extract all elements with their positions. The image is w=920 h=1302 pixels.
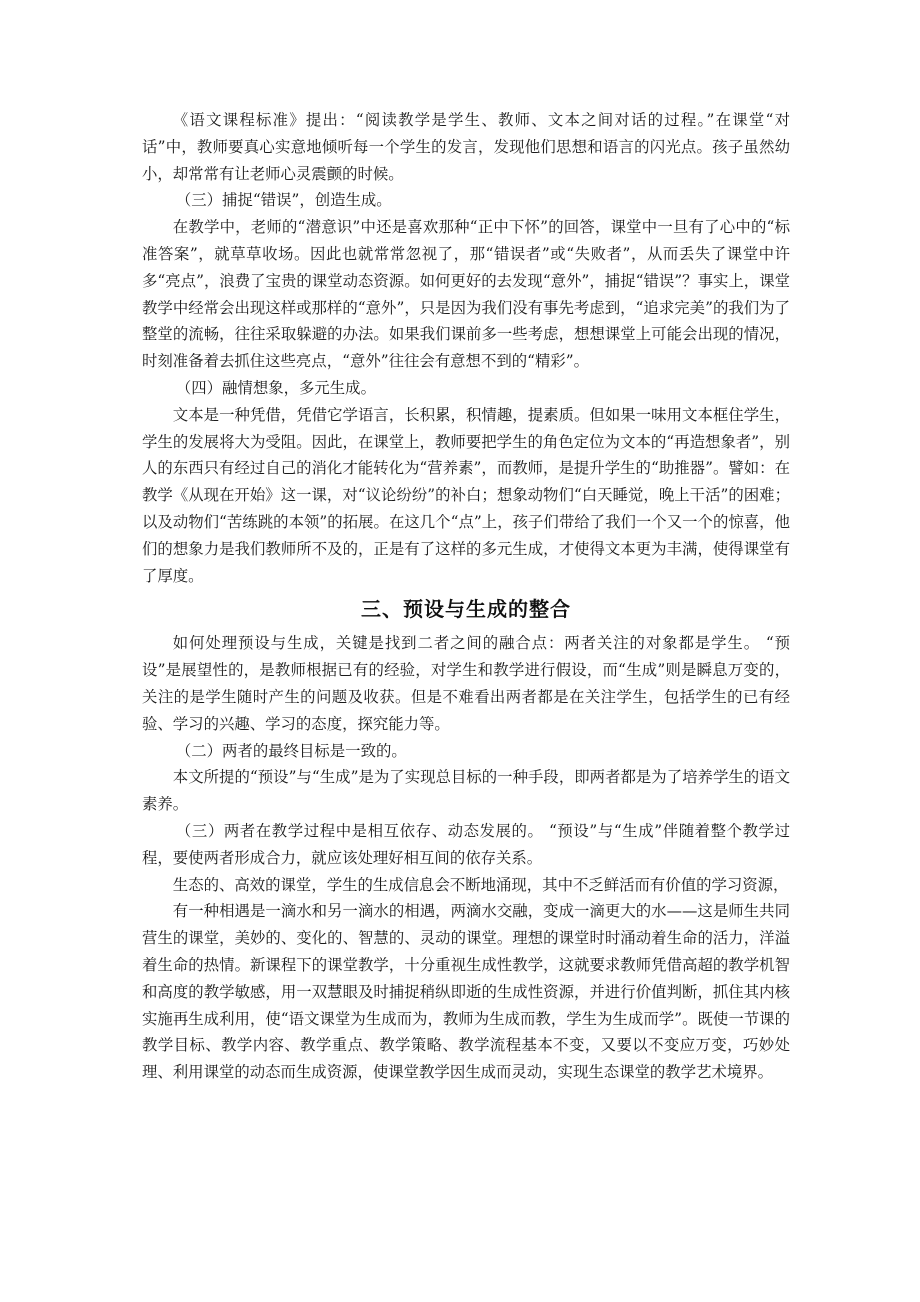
section-heading: 三、预设与生成的整合	[361, 597, 571, 622]
paragraph-integration: 如何处理预设与生成，关键是找到二者之间的融合点：两者关注的对象都是学生。 “预设”是展望性的，是教师根据已有的经验，对学生和教学进行假设，而“生成”则是瞬息万变的，关注的是学生随时产生的问题及收获。但是不难看出两者都是在关注学生，包括学生的已有经验、学习的兴趣、学习的态度，探究能力等。	[142, 634, 790, 733]
subheading-catch-errors: （三）捕捉“错误”，创造生成。	[175, 191, 392, 210]
paragraph-interdependence: （三）两者在教学过程中是相互依存、动态发展的。 “预设”与“生成”伴随着整个教学过程，要使两者形成合力，就应该处理好相互间的依存关系。	[142, 821, 790, 867]
paragraph-dialogue: 《语文课程标准》提出：“阅读教学是学生、教师、文本之间对话的过程。”在课堂“对话”中，教师要真心实意地倾听每一个学生的发言，发现他们思想和语言的闪光点。孩子虽然幼小，却常常有让老师心灵震颤的时候。	[142, 111, 790, 183]
paragraph-common-goal: 本文所提的“预设”与“生成”是为了实现总目标的一种手段，即两者都是为了培养学生的语文素养。	[142, 768, 790, 814]
subheading-common-goal: （二）两者的最终目标是一致的。	[175, 741, 407, 760]
subheading-imagination: （四）融情想象，多元生成。	[175, 378, 376, 397]
document-body	[142, 107, 790, 1086]
paragraph-ecological-class: 生态的、高效的课堂，学生的生成信息会不断地涌现，其中不乏鲜活而有价值的学习资源，	[172, 875, 789, 894]
paragraph-imagination: 文本是一种凭借，凭借它学语言，长积累，积情趣，提素质。但如果一味用文本框住学生，学生的发展将大为受阻。因此，在课堂上，教师要把学生的角色定位为文本的“再造想象者”，别人的东西只有经过自己的消化才能转化为“营养素”，而教师，是提升学生的“助推器”。譬如：在教学《从现在开始》这一课，对“议论纷纷”的补白；想象动物们“白天睡觉，晚上干活”的困难；以及动物们“苦练跳的本领”的拓展。在这几个“点”上，孩子们带给了我们一个又一个的惊喜，他们的想象力是我们教师所不及的，正是有了这样的多元生成，才使得文本更为丰满，使得课堂有了厚度。	[142, 405, 790, 585]
paragraph-errors: 在教学中，老师的“潜意识”中还是喜欢那种“正中下怀”的回答，课堂中一旦有了心中的“标准答案”，就草草收场。因此也就常常忽视了，那“错误者”或“失败者”，从而丢失了课堂中许多“亮点”，浪费了宝贵的课堂动态资源。如何更好的去发现“意外”，捕捉“错误”？事实上，课堂教学中经常会出现这样或那样的“意外”，只是因为我们没有事先考虑到，“追求完美”的我们为了整堂的流畅，往往采取躲避的办法。如果我们课前多一些考虑，想想课堂上可能会出现的情况，时刻准备着去抓住这些亮点，“意外”往往会有意想不到的“精彩”。	[142, 218, 790, 371]
paragraph-conclusion: 有一种相遇是一滴水和另一滴水的相遇，两滴水交融，变成一滴更大的水——这是师生共同营生的课堂，美妙的、变化的、智慧的、灵动的课堂。理想的课堂时时涌动着生命的活力，洋溢着生命的热情。新课程下的课堂教学，十分重视生成性教学，这就要求教师凭借高超的教学机智和高度的教学敏感，用一双慧眼及时捕捉稍纵即逝的生成性资源，并进行价值判断，抓住其内核实施再生成利用，使“语文课堂为生成而为，教师为生成而教，学生为生成而学”。既使一节课的教学目标、教学内容、教学重点、教学策略、教学流程基本不变，又要以不变应万变，巧妙处理、利用课堂的动态而生成资源，使课堂教学因生成而灵动，实现生态课堂的教学艺术境界。	[142, 902, 790, 1082]
